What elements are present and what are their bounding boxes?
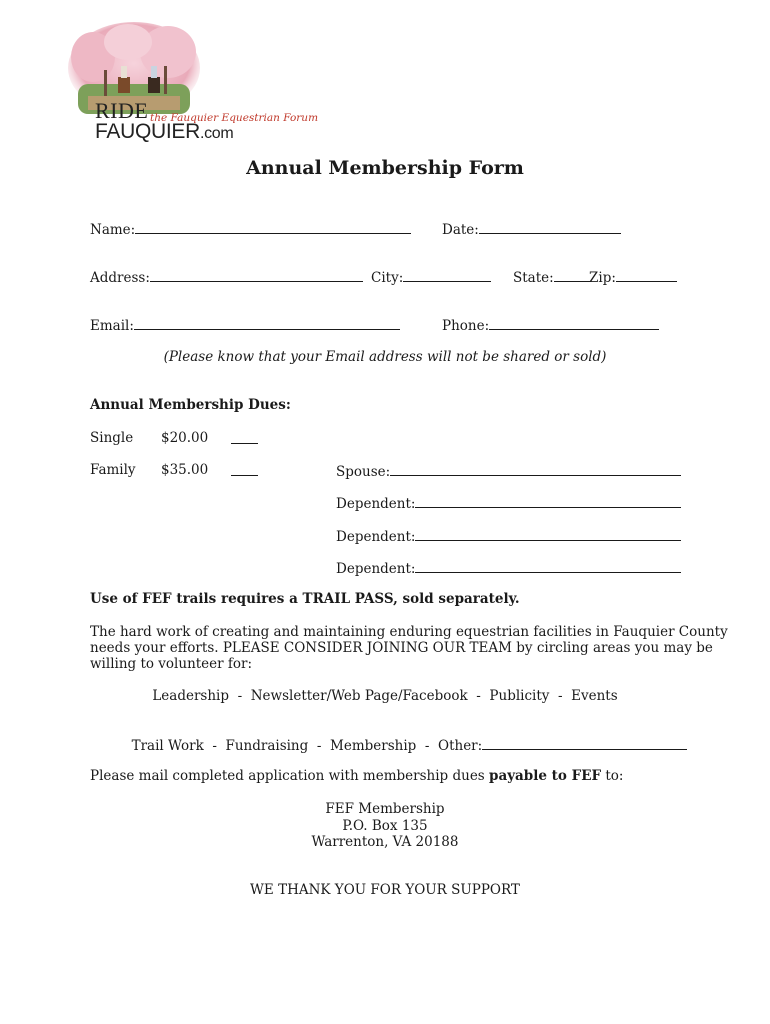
privacy-note: (Please know that your Email address will not be shared or sold) (163, 349, 607, 365)
family-check-line[interactable] (231, 462, 258, 480)
address-line-2: P.O. Box 135 (342, 817, 428, 834)
dependent-field-1[interactable] (336, 494, 681, 512)
date-field[interactable] (442, 220, 621, 238)
dependent-field-2[interactable] (336, 527, 681, 545)
state-line[interactable] (554, 268, 590, 282)
dependent-line-2[interactable] (415, 527, 681, 541)
email-field[interactable] (90, 316, 400, 334)
dependent-line-1[interactable] (415, 494, 681, 508)
zip-label: Zip: (589, 270, 616, 286)
name-field[interactable] (90, 220, 411, 238)
dependent-field-3[interactable] (336, 559, 681, 577)
logo-fauquier-word: FAUQUIER (95, 120, 200, 143)
family-label: Family (90, 462, 136, 478)
phone-field[interactable] (442, 316, 659, 334)
address-label: Address: (90, 270, 150, 286)
phone-label: Phone: (442, 318, 490, 334)
name-label: Name: (90, 222, 136, 238)
volunteer-line-3: willing to volunteer for: (90, 656, 253, 672)
email-line[interactable] (134, 316, 400, 330)
trail-pass-note: Use of FEF trails requires a TRAIL PASS, sold separately. (90, 591, 520, 607)
dependent-line-3[interactable] (415, 559, 681, 573)
volunteer-line-2: needs your efforts. PLEASE CONSIDER JOINING OUR TEAM by circling areas you may be (90, 640, 713, 656)
volunteer-paragraph (90, 624, 728, 672)
single-label: Single (90, 430, 134, 446)
logo-fauquier-text (95, 120, 233, 144)
mail-suffix: to: (601, 768, 624, 784)
logo-dotcom: .com (199, 125, 234, 142)
zip-field[interactable] (589, 268, 677, 286)
single-price: $20.00 (161, 430, 209, 446)
city-field[interactable] (371, 268, 491, 286)
zip-line[interactable] (616, 268, 677, 282)
mailing-address (0, 801, 770, 851)
dues-heading: Annual Membership Dues: (90, 397, 291, 413)
address-line[interactable] (150, 268, 363, 282)
spouse-label: Spouse: (336, 464, 391, 480)
city-line[interactable] (403, 268, 491, 282)
other-line[interactable] (482, 736, 687, 750)
city-label: City: (371, 270, 404, 286)
state-field[interactable] (513, 268, 590, 286)
date-label: Date: (442, 222, 479, 238)
volunteer-areas-2[interactable] (123, 720, 687, 754)
dependent-label-3: Dependent: (336, 561, 416, 577)
date-line[interactable] (479, 220, 621, 234)
page-title: Annual Membership Form (246, 157, 524, 179)
volunteer-areas-1: Leadership - Newsletter/Web Page/Facebook - Publicity - Events (152, 688, 618, 704)
name-line[interactable] (135, 220, 411, 234)
spouse-field[interactable] (336, 462, 681, 480)
family-price: $35.00 (161, 462, 209, 478)
logo-ride-text: RIDE (95, 98, 149, 123)
volunteer-line-1: The hard work of creating and maintaining enduring equestrian facilities in Fauquier County (90, 624, 728, 640)
address-line-1: FEF Membership (325, 801, 445, 817)
address-line-3: Warrenton, VA 20188 (311, 834, 459, 850)
address-field[interactable] (90, 268, 363, 286)
volunteer-areas-2-text: Trail Work - Fundraising - Membership - Other: (131, 738, 483, 754)
mail-prefix: Please mail completed application with membership dues (90, 768, 490, 784)
logo-tagline: the Fauquier Equestrian Forum (150, 112, 319, 124)
mail-instruction (90, 768, 623, 784)
thank-you-note: WE THANK YOU FOR YOUR SUPPORT (250, 882, 520, 898)
state-label: State: (513, 270, 554, 286)
spouse-line[interactable] (390, 462, 681, 476)
single-check-line[interactable] (231, 430, 258, 448)
phone-line[interactable] (489, 316, 659, 330)
mail-payable: payable to FEF (489, 768, 602, 784)
email-label: Email: (90, 318, 134, 334)
dependent-label-1: Dependent: (336, 496, 416, 512)
dependent-label-2: Dependent: (336, 529, 416, 545)
